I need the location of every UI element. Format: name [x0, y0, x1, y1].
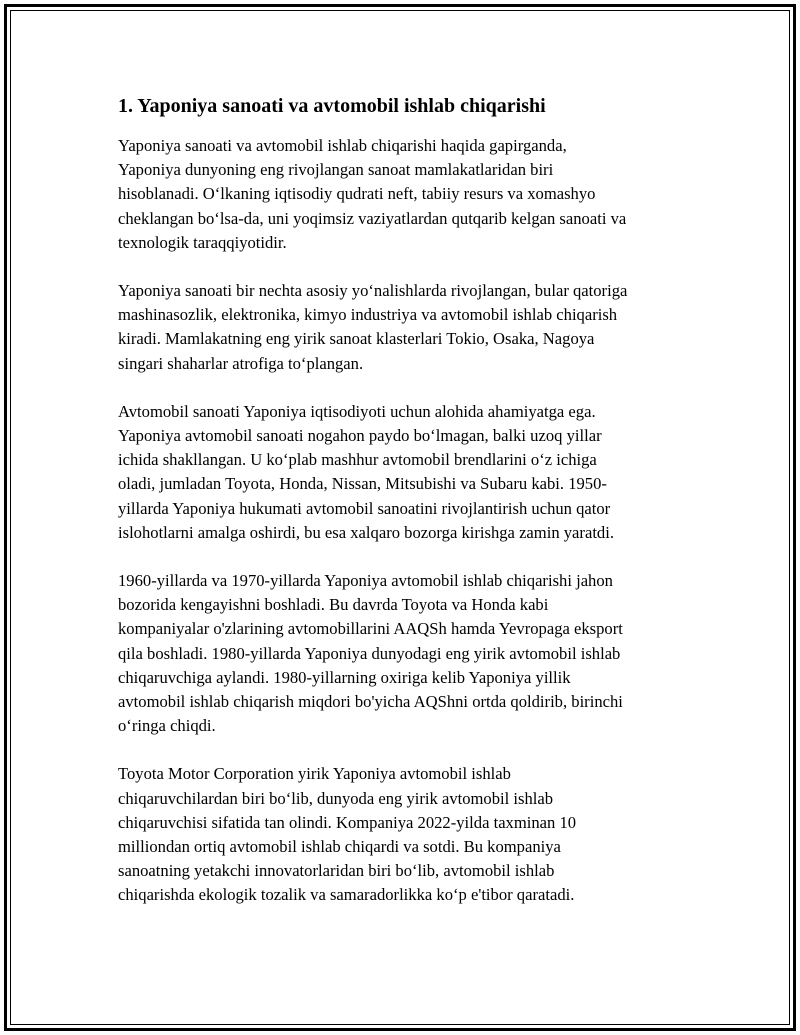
paragraph-toyota: Toyota Motor Corporation yirik Yaponiya avtomobil ishlab chiqaruvchilardan biri bo‘lib, dunyoda eng yirik avtomobil ishlab chiqaruvchisi sifatida tan olindi. Kompaniya 2022-yilda taxminan 10 milliondan ortiq avtomobil ishlab chiqardi va sotdi. Bu kompaniya sanoatning yetakchi innovatorlaridan biri bo‘lib, avtomobil ishlab chiqarishda ekologik tozalik va samaradorlikka ko‘p e'tibor qaratadi.: [118, 764, 577, 905]
section-heading: 1. Yaponiya sanoati va avtomobil ishlab chiqarishi: [118, 95, 546, 117]
document-body: [118, 92, 698, 932]
paragraph-automotive-history: Avtomobil sanoati Yaponiya iqtisodiyoti uchun alohida ahamiyatga ega. Yaponiya avtomobil sanoati nogahon paydo bo‘lmagan, balki uzoq yillar ichida shakllangan. U ko‘plab mashhur avtomobil brendlarini o‘z ichiga oladi, jumladan Toyota, Honda, Nissan, Mitsubishi va Subaru kabi. 1950- yillarda Yaponiya hukumati avtomobil sanoatini rivojlantirish uchun qator islohotlarni amalga oshirdi, bu esa xalqaro bozorga kirishga zamin yaratdi.: [118, 401, 614, 542]
paragraph-industry-sectors: Yaponiya sanoati bir nechta asosiy yo‘nalishlarda rivojlangan, bular qatoriga mashinasozlik, elektronika, kimyo industriya va avtomobil ishlab chiqarish kiradi. Mamlakatning eng yirik sanoat klasterlari Tokio, Osaka, Nagoya singari shaharlar atrofiga to‘plangan.: [118, 281, 628, 373]
paragraph-global-expansion: 1960-yillarda va 1970-yillarda Yaponiya avtomobil ishlab chiqarishi jahon bozorida kengayishni boshladi. Bu davrda Toyota va Honda kabi kompaniyalar o'zlarining avtomobillarini AAQSh hamda Yevropaga eksport qila boshladi. 1980-yillarda Yaponiya dunyodagi eng yirik avtomobil ishlab chiqaruvchiga aylandi. 1980-yillarning oxiriga kelib Yaponiya yillik avtomobil ishlab chiqarish miqdori bo'yicha AQShni ortda qoldirib, birinchi o‘ringa chiqdi.: [118, 571, 623, 736]
paragraph-intro: Yaponiya sanoati va avtomobil ishlab chiqarishi haqida gapirganda, Yaponiya dunyoning eng rivojlangan sanoat mamlakatlaridan biri hisoblanadi. O‘lkaning iqtisodiy qudrati neft, tabiiy resurs va xomashyo cheklangan bo‘lsa-da, uni yoqimsiz vaziyatlardan qutqarib kelgan sanoati va texnologik taraqqiyotidir.: [118, 136, 627, 252]
